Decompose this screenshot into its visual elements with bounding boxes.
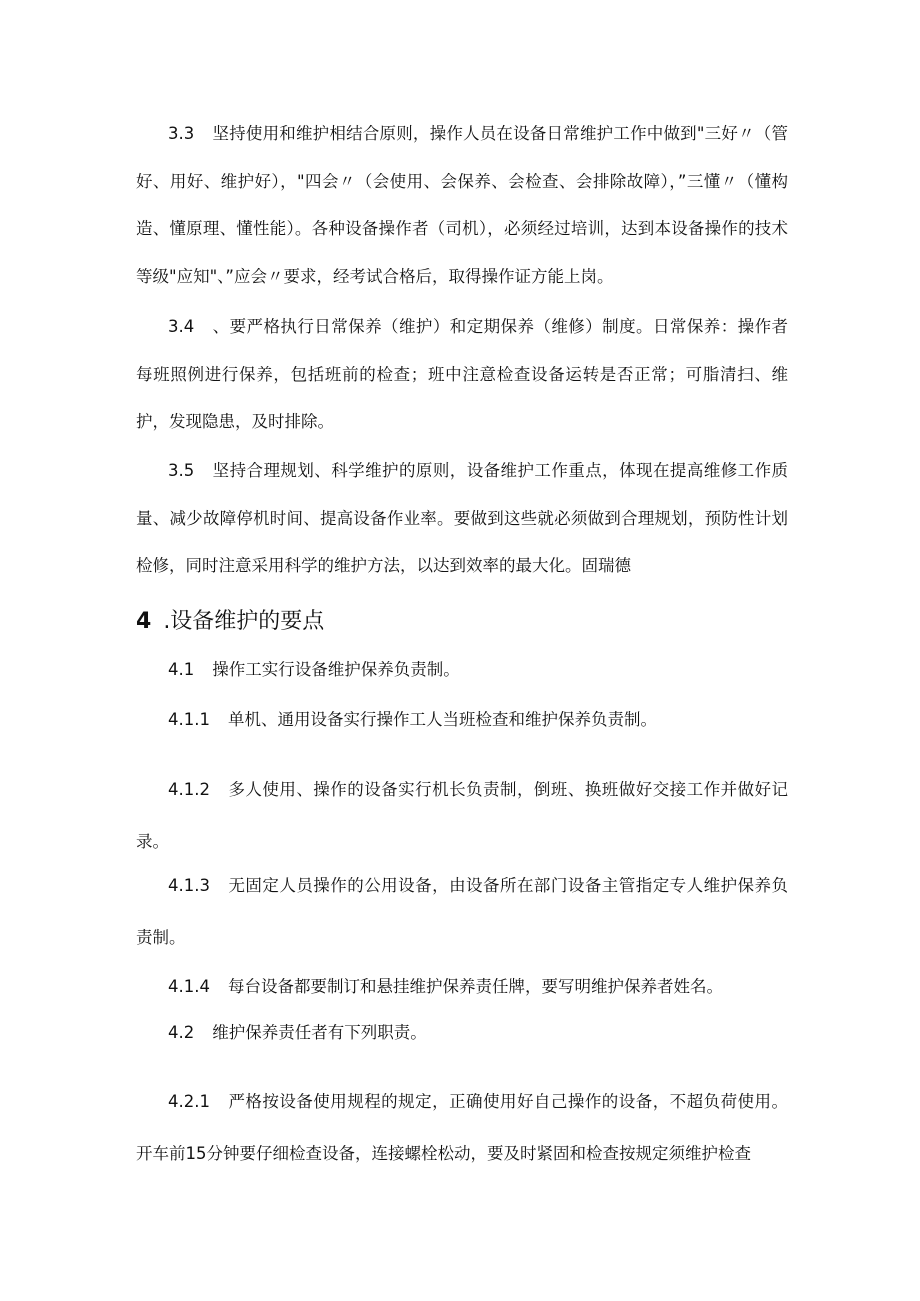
paragraph-3-5 [136,447,788,590]
paragraph-3-4 [136,303,788,446]
clause-number: 4.2 [168,1023,195,1042]
clause-text: 每台设备都要制订和悬挂维护保养责任牌，要写明维护保养者姓名。 [227,977,723,996]
clause-text: 坚持合理规划、科学维护的原则，设备维护工作重点，体现在提高维修工作质量、减少故障停机时间、提高设备作业率。要做到这些就必须做到合理规划，预防性计划检修，同时注意采用科学的维护方法，以达到效率的最大化。固瑞德 [136,461,788,575]
paragraph-4-2 [136,1009,788,1057]
paragraph-4-1-3 [136,860,788,964]
section-4-heading [136,600,324,644]
clause-number: 3.4 [168,317,195,336]
clause-text: 坚持使用和维护相结合原则，操作人员在设备日常维护工作中做到"三好〃（管好、用好、维护好），"四会〃（会使用、会保养、会检查、会排除故障），”三懂〃（懂构造、懂原理、懂性能）。各种设备操作者（司机），必须经过培训，达到本设备操作的技术等级"应知"、”应会〃要求，经考试合格后，取得操作证方能上岗。 [136,124,788,286]
paragraph-4-1-4 [136,963,788,1011]
clause-number: 4.1 [168,660,195,679]
clause-text: 无固定人员操作的公用设备，由设备所在部门设备主管指定专人维护保养负责制。 [136,876,788,947]
paragraph-4-2-1 [136,1076,788,1180]
clause-text: 单机、通用设备实行操作工人当班检查和维护保养负责制。 [227,710,657,729]
paragraph-4-1 [136,646,788,694]
clause-text: 多人使用、操作的设备实行机长负责制，倒班、换班做好交接工作并做好记录。 [136,780,788,851]
clause-text: 操作工实行设备维护保养负责制。 [212,660,460,679]
clause-number: 4.1.4 [168,977,210,996]
clause-text: 严格按设备使用规程的规定，正确使用好自己操作的设备，不超负荷使用。开车前15分钟要仔细检查设备，连接螺栓松动，要及时紧固和检查按规定须维护检查 [136,1092,788,1163]
clause-number: 3.3 [168,124,195,143]
clause-number: 3.5 [168,461,195,480]
clause-number: 4.1.1 [168,710,210,729]
paragraph-3-3 [136,110,788,300]
clause-number: 4.1.2 [168,780,210,799]
clause-number: 4.1.3 [168,876,210,895]
section-title: .设备维护的要点 [163,609,325,634]
section-number: 4 [136,609,152,634]
paragraph-4-1-1 [136,696,788,744]
clause-text: 、要严格执行日常保养（维护）和定期保养（维修）制度。日常保养：操作者每班照例进行保养，包括班前的检查；班中注意检查设备运转是否正常；可脂清扫、维护，发现隐患，及时排除。 [136,317,788,431]
clause-text: 维护保养责任者有下列职责。 [212,1023,427,1042]
clause-number: 4.2.1 [168,1092,210,1111]
paragraph-4-1-2 [136,764,788,868]
